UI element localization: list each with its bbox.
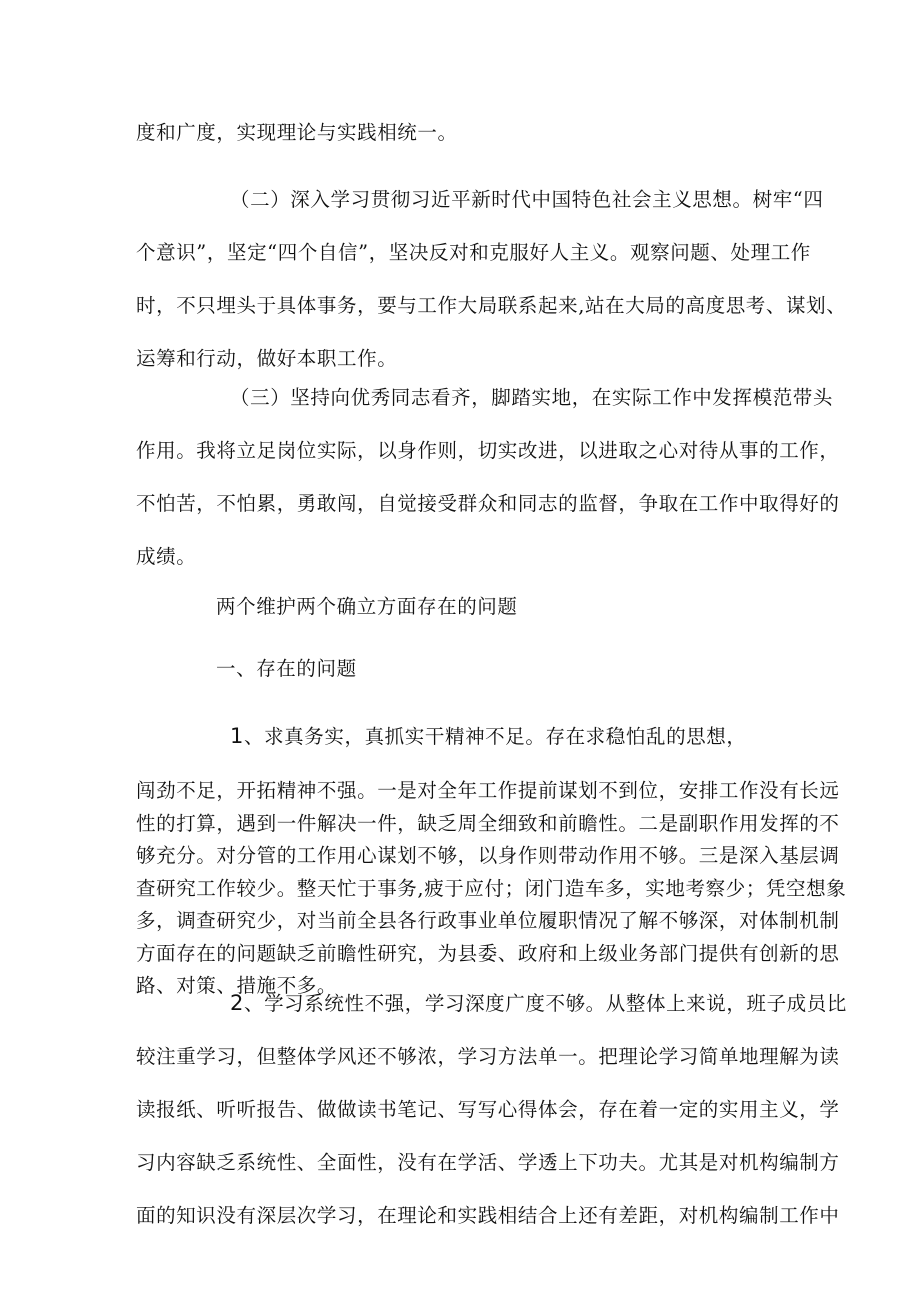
text-line: 较注重学习，但整体学风还不够浓，学习方法单一。把理论学习简单地理解为读 xyxy=(136,1045,840,1068)
text-line: 读报纸、听听报告、做做读书笔记、写写心得体会，存在着一定的实用主义，学 xyxy=(136,1098,840,1121)
text-line: 个意识”，坚定“四个自信”，坚决反对和克服好人主义。观察问题、处理工作 xyxy=(136,241,811,264)
item-1-body xyxy=(136,775,847,1003)
text-line: （三）坚持向优秀同志看齐，脚踏实地，在实际工作中发挥模范带头 xyxy=(230,386,834,409)
section-heading xyxy=(136,580,796,633)
paragraph-3 xyxy=(136,371,840,583)
text-line: 性的打算，遇到一件解决一件，缺乏周全细致和前瞻性。二是副职作用发挥的不 xyxy=(136,811,840,835)
text-line: 路、对策、措施不多。 xyxy=(136,974,338,997)
item-1-lead xyxy=(136,710,796,763)
text-line: 成绩。 xyxy=(136,545,197,568)
text-line: 作用。我将立足岗位实际，以身作则，切实改进，以进取之心对待从事的工作， xyxy=(136,439,840,462)
text-line: 查研究工作较少。整天忙于事务,疲于应付；闭门造车多，实地考察少；凭空想象 xyxy=(136,876,847,900)
subsection-text: 一、存在的问题 xyxy=(216,657,357,680)
subsection-heading xyxy=(136,642,796,695)
text-line: 面的知识没有深层次学习，在理论和实践相结合上还有差距，对机构编制工作中 xyxy=(136,1204,840,1227)
text-line: 不怕苦，不怕累，勇敢闯，自觉接受群众和同志的监督，争取在工作中取得好的 xyxy=(136,492,840,515)
text-line: 度和广度，实现理论与实践相统一。 xyxy=(136,121,458,144)
item-number: 2 xyxy=(230,991,244,1015)
item-lead-text: 、求真务实，真抓实干精神不足。存在求稳怕乱的思想， xyxy=(243,725,747,748)
paragraph-continuation xyxy=(136,106,796,159)
text-line: 闯劲不足，开拓精神不强。一是对全年工作提前谋划不到位，安排工作没有长远 xyxy=(136,779,840,802)
text-line: 时，不只埋头于具体事务，要与工作大局联系起来,站在大局的高度思考、谋划、 xyxy=(136,294,847,317)
text-line: 多，调查研究少，对当前全县各行政事业单位履职情况了解不够深，对体制机制 xyxy=(136,909,840,932)
text-line: 习内容缺乏系统性、全面性，没有在学活、学透上下功夫。尤其是对机构编制方 xyxy=(136,1151,840,1174)
text-line: 够充分。对分管的工作用心谋划不够，以身作则带动作用不够。三是深入基层调 xyxy=(136,844,840,867)
heading-text: 两个维护两个确立方面存在的问题 xyxy=(216,595,518,618)
text-line xyxy=(136,977,847,1030)
text-line: （二）深入学习贯彻习近平新时代中国特色社会主义思想。树牢“四 xyxy=(230,188,824,211)
text-line: 运筹和行动，做好本职工作。 xyxy=(136,347,398,370)
item-lead-text: 、学习系统性不强，学习深度广度不够。从整体上来说，班子成员比 xyxy=(243,992,847,1015)
item-number: 1 xyxy=(230,724,244,748)
paragraph-2 xyxy=(136,173,847,385)
text-line xyxy=(136,710,796,763)
item-2 xyxy=(136,977,847,1242)
text-line: 方面存在的问题缺乏前瞻性研究，为县委、政府和上级业务部门提供有创新的思 xyxy=(136,941,840,965)
